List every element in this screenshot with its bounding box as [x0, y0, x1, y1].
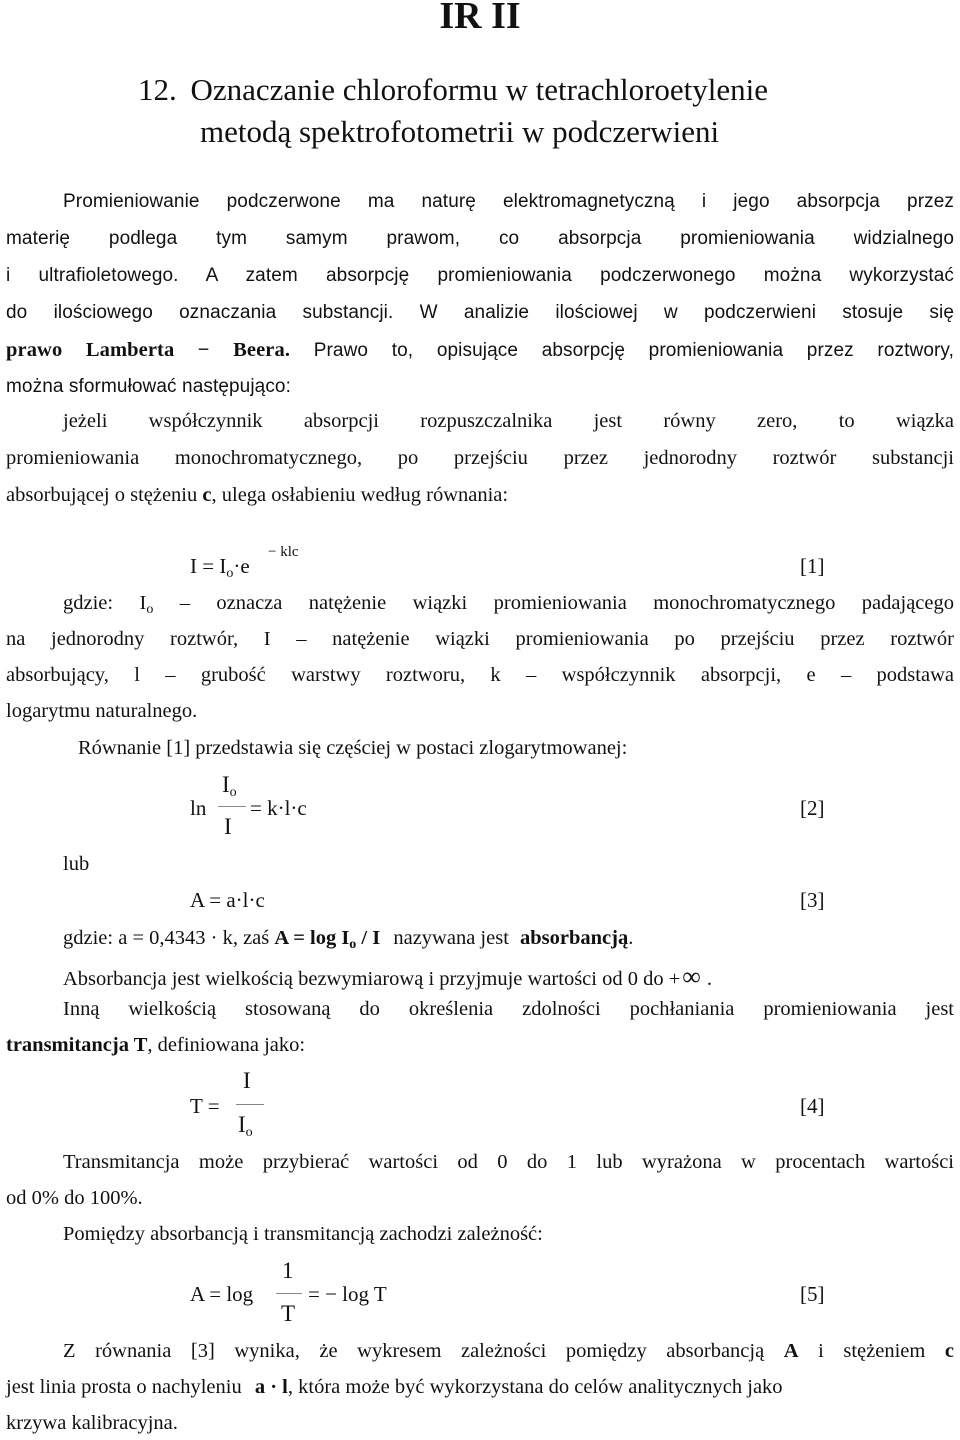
eq2-number: [2] [800, 796, 825, 820]
where1-line-3: absorbujący, l – grubość warstwy roztworu, k – współczynnik absorpcji, e – podstawa [6, 664, 954, 686]
eq5-number: [5] [800, 1282, 825, 1306]
equation-1 [190, 554, 250, 582]
eq2-fraction-bar [218, 806, 246, 807]
law-name: prawo Lamberta − Beera. [6, 339, 291, 361]
transmittance-intro-line-2: transmitancja T, definiowana jako: [6, 1034, 306, 1056]
where1-line-2: na jednorodny roztwór, I – natężenie wiązki promieniowania po przejściu przez roztwór [6, 628, 954, 650]
running-header: IR II [439, 0, 521, 37]
conclusion-line-1: Z równania [3] wynika, że wykresem zależności pomiędzy absorbancją A i stężeniem c [63, 1340, 955, 1362]
eq2-rhs: = k·l·c [250, 796, 307, 820]
eq4-number: [4] [800, 1094, 825, 1118]
eq4-numerator: I [243, 1068, 251, 1093]
symbol-c: c [202, 484, 212, 506]
intro-line-3: i ultrafioletowego. A zatem absorpcję promieniowania podczerwonego można wykorzystać [6, 265, 954, 286]
eq2-numerator: $I_o$ [222, 772, 237, 800]
eq5-numerator: 1 [282, 1258, 294, 1283]
eq5-fraction-bar [276, 1293, 302, 1294]
intro-line-5-rest: Prawo to, opisujące absorpcję promieniowania przez roztwory, [313, 340, 954, 361]
absorbance-range: Absorbancja jest wielkością bezwymiarową i przyjmuje wartości od 0 do +∞ . [63, 962, 712, 991]
slope-expression: a · l [254, 1376, 288, 1398]
where1-line-1 [63, 592, 954, 618]
eq5-denominator: T [281, 1301, 296, 1326]
eq5-lhs: A = log [190, 1282, 254, 1306]
law-line-3-a: absorbującej o stężeniu [6, 484, 198, 506]
section-title-line-1 [138, 72, 768, 108]
eq1-e: ·e [233, 554, 250, 578]
conclusion-line-2: jest linia prosta o nachyleniu a · l, która może być wykorzystana do celów analitycznych jako [6, 1376, 783, 1398]
section-number: 12. [138, 72, 177, 107]
log-form-intro: Równanie [1] przedstawia się częściej w postaci zlogarytmowanej: [78, 737, 628, 759]
section-title-line-2: metodą spektrofotometrii w podczerwieni [200, 114, 720, 149]
law-line-3-b: , ulega osłabieniu według równania: [211, 484, 509, 506]
eq4-denominator: $I_o$ [238, 1112, 253, 1140]
where2-text-a: a = 0,4343 · k, zaś [118, 927, 270, 949]
intro-line-4: do ilościowego oznaczania substancji. W analizie ilościowej w podczerwieni stosuje się [6, 302, 954, 323]
where1-line-4: logarytmu naturalnego. [6, 700, 198, 722]
intro-line-5 [6, 339, 954, 362]
absorbance-term: absorbancją [520, 927, 629, 949]
law-line-1: jeżeli współczynnik absorpcji rozpuszczalnika jest równy zero, to wiązka [63, 410, 954, 432]
intro-line-1: Promieniowanie podczerwone ma naturę elektromagnetyczną i jego absorpcja przez [63, 191, 954, 212]
where1-symbol: $I_o$ [139, 592, 154, 617]
where2-text-b: nazywana jest [393, 927, 509, 949]
infinity-symbol: ∞ [682, 962, 701, 991]
conclusion-line-3: krzywa kalibracyjna. [6, 1412, 178, 1434]
eq2-denominator: I [224, 814, 232, 839]
eq1-lhs: I = I [190, 554, 227, 578]
eq1-number: [1] [800, 554, 825, 578]
where2-line: gdzie: a = 0,4343 · k, zaś $A = \log I_o / I$ nazywana jest absorbancją. [63, 927, 634, 952]
eq4-lhs: T = [190, 1094, 220, 1118]
transmittance-term: transmitancja T [6, 1034, 148, 1056]
transmittance-range-line-2: od 0% do 100%. [6, 1187, 143, 1209]
absorbance-definition: $A = \log I_o / I$ [274, 927, 381, 952]
law-line-2: promieniowania monochromatycznego, po przejściu przez jednorodny roztwór substancji [6, 447, 954, 469]
intro-line-6: można sformułować następująco: [6, 376, 291, 397]
relation-intro: Pomiędzy absorbancją i transmitancją zachodzi zależność: [63, 1223, 543, 1245]
eq3: A = a·l·c [190, 888, 265, 912]
eq5-rhs: = − log T [308, 1282, 387, 1306]
symbol-c-2: c [944, 1340, 955, 1362]
eq2-ln: ln [190, 796, 207, 820]
eq4-fraction-bar [236, 1104, 264, 1105]
section-title-text-1: Oznaczanie chloroformu w tetrachloroetylenie [190, 72, 769, 107]
intro-line-2: materię podlega tym samym prawom, co absorpcja promieniowania widzialnego [6, 228, 954, 249]
eq3-number: [3] [800, 888, 825, 912]
eq1-exponent: − klc [268, 544, 299, 560]
transmittance-range-line-1: Transmitancja może przybierać wartości od 0 do 1 lub wyrażona w procentach wartości [63, 1151, 954, 1173]
where2-label: gdzie: [63, 927, 114, 949]
transmittance-intro-line-1: Inną wielkością stosowaną do określenia zdolności pochłaniania promieniowania jest [63, 998, 954, 1020]
where1-label: gdzie: [63, 592, 114, 614]
law-line-3 [6, 484, 508, 507]
where1-line-1-rest: – oznacza natężenie wiązki promieniowania monochromatycznego padającego [179, 592, 954, 614]
or-word: lub [63, 853, 90, 875]
symbol-A: A [783, 1340, 799, 1362]
eq1-sub: o [226, 566, 234, 581]
